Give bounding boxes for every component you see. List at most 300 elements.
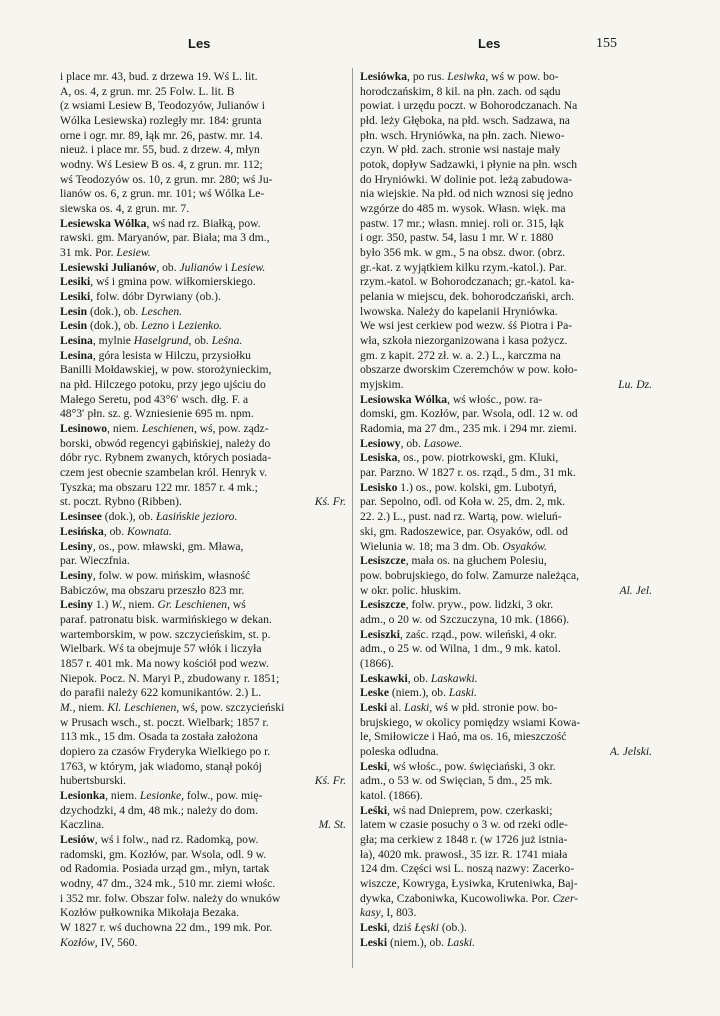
italic-text: W. — [111, 598, 123, 612]
entry-text: 1.) — [92, 598, 112, 612]
text-line — [360, 85, 652, 100]
entry-text: i — [222, 260, 232, 274]
text-line — [60, 569, 346, 584]
text-line — [360, 848, 652, 863]
italic-text: Leschen. — [141, 304, 183, 318]
entry-headword: Lesiki — [60, 290, 91, 304]
entry-text: dopiero za czasów Fryderyka Wielkiego po r. — [60, 744, 271, 758]
text-line — [60, 657, 346, 672]
entry-text: dóbr ryc. Rybnem zwanych, których posiada- — [60, 451, 272, 465]
entry-text: W 1827 r. wś duchowna 22 dm., 199 mk. Por. — [60, 920, 273, 934]
entry-text: i place mr. 43, bud. z drzewa 19. Wś L. lit. — [60, 70, 258, 83]
entry-text: 1.) os., pow. kolski, gm. Lubotyń, — [397, 480, 557, 494]
text-line — [360, 378, 652, 393]
text-line — [360, 158, 652, 173]
entry-text: obszarze dworskim Czeremchów w pow. koło- — [360, 363, 578, 377]
text-line — [60, 642, 346, 657]
entry-text: , niem. — [72, 700, 108, 714]
text-line — [60, 246, 346, 261]
text-line — [60, 701, 346, 716]
entry-text: , os., pow. piotrkowski, gm. Kluki, — [397, 451, 559, 465]
text-line — [60, 745, 346, 760]
entry-text: gm. z kapit. 272 zł. w. a. 2.) L., karczma na — [360, 348, 561, 362]
entry-headword: Lesina — [60, 348, 93, 362]
right-column — [360, 70, 652, 950]
text-line — [360, 613, 652, 628]
text-line — [60, 187, 346, 202]
text-line — [60, 892, 346, 907]
entry-text: Wielunia w. 18; ma 3 dm. Ob. — [360, 539, 503, 553]
entry-text: , dziś — [387, 920, 415, 934]
text-line — [60, 540, 346, 555]
entry-text: w Prusach wsch., st. poczt. Wielbark; 1857 r. — [60, 715, 269, 729]
entry-text: , niem. — [105, 788, 140, 802]
entry-text: , po rus. — [407, 70, 448, 83]
italic-text: Gr. Leschienen — [157, 598, 228, 612]
entry-headword: Lesiny — [60, 598, 93, 612]
entry-text-group — [60, 774, 126, 789]
text-line — [60, 158, 346, 173]
entry-text: i ogr. 350, pastw. 54, lasu 1 mr. W r. 1880 — [360, 231, 554, 245]
text-line — [360, 936, 652, 951]
entry-text: Niepok. Pocz. N. Maryi P., zbudowany r. 1851; — [60, 671, 280, 685]
text-line — [360, 466, 652, 481]
entry-text: pelania w miejscu, dek. bohorodczański, arch. — [360, 290, 575, 304]
entry-text: , niem. — [107, 422, 142, 436]
entry-text-group — [60, 495, 182, 510]
text-line — [360, 363, 652, 378]
text-line — [60, 290, 346, 305]
entry-text: latem w czasie posuchy o 3 w. od rzeki odle- — [360, 818, 568, 832]
text-line — [360, 495, 652, 510]
entry-text: , folw. dóbr Dyrwiany (ob.). — [90, 290, 221, 304]
text-line — [60, 217, 346, 232]
entry-text: dzychodzki, 4 dm, 48 mk.; należy do dom. — [60, 803, 259, 817]
entry-text: czyn. W płd. zach. stronie wsi nastaje mały — [360, 143, 561, 157]
entry-headword: Leski — [360, 759, 388, 773]
entry-text: w okr. polic. hłuskim. — [360, 583, 462, 597]
text-line — [360, 437, 652, 452]
entry-headword: Leski — [360, 920, 388, 934]
entry-headword: Lesiowy — [360, 436, 401, 450]
text-line — [360, 261, 652, 276]
text-line — [360, 349, 652, 364]
entry-text: lwowska. Należy do kapelanii Hryniówka. — [360, 304, 558, 318]
text-line — [60, 716, 346, 731]
text-line — [360, 862, 652, 877]
entry-text: , zaśc. rząd., pow. wileński, 4 okr. — [399, 627, 557, 641]
text-line — [360, 701, 652, 716]
italic-text: Lezienko. — [177, 319, 223, 333]
entry-text: Kaczlina. — [60, 818, 105, 832]
entry-text: 1857 r. 401 mk. Ma nowy kościół pod wezw. — [60, 656, 269, 670]
entry-text: siewska os. 4, z grun. mr. 7. — [60, 202, 190, 216]
text-line — [60, 275, 346, 290]
entry-text: rzym.-katol. w Bohorodczanach; gr.-katol. ka- — [360, 275, 575, 289]
entry-text: czem jest obecnie szambelan król. Henryk v. — [60, 466, 268, 480]
entry-text: powiat. i urzędu poczt. w Bohorodczanach. Na — [360, 99, 578, 113]
text-line — [60, 804, 346, 819]
text-line — [60, 99, 346, 114]
text-line — [60, 730, 346, 745]
entry-text-group — [360, 584, 461, 599]
entry-text: wś Teodozyów os. 10, z grun. mr. 280; wś Ju- — [60, 172, 273, 186]
entry-text: radomski, gm. Kozłów, par. Wsola, odl. 9 w. — [60, 847, 267, 861]
italic-text: Laski. — [448, 686, 477, 700]
text-line — [360, 554, 652, 569]
text-line — [360, 217, 652, 232]
entry-text: , mylnie — [92, 334, 134, 348]
entry-text: Banilli Mołdawskiej, w pow. storożynieckim, — [60, 363, 272, 377]
entry-headword: Leśki — [360, 803, 388, 817]
entry-text: hubertsburski. — [60, 774, 127, 788]
entry-text: na płd. Hilczego potoku, przy jego ujściu do — [60, 378, 266, 392]
entry-text: paraf. patronatu bisk. warmińskiego w dekan. — [60, 612, 272, 626]
entry-text: i 352 mr. folw. Obszar folw. należy do wnuków — [60, 891, 281, 905]
italic-text: kasy — [360, 906, 381, 920]
entry-text: Wielbark. Wś ta obejmuje 57 włók i liczyła — [60, 642, 262, 656]
entry-text: wartemborskim, w pow. szczycieńskim, st. p. — [60, 627, 271, 641]
entry-text: par. Wieczfnia. — [60, 554, 130, 568]
text-line — [360, 129, 652, 144]
entry-text: horodczańskim, 8 kil. na płn. zach. od sądu — [360, 84, 561, 98]
text-line — [360, 173, 652, 188]
text-line — [60, 231, 346, 246]
entry-headword: Leski — [360, 935, 388, 949]
entry-text: adm., o 25 w. od Wilna, 1 dm., 9 mk. katol. — [360, 642, 561, 656]
entry-text: , wś włośc., pow. ra- — [447, 392, 543, 406]
entry-text: , wś — [227, 598, 246, 612]
text-line — [60, 261, 346, 276]
entry-text: , wś nad rz. Białką, pow. — [146, 216, 261, 230]
text-line — [360, 422, 652, 437]
entry-text: wiszcze, Kowryga, Łysiwka, Kruteniwka, Baj- — [360, 876, 578, 890]
italic-text: Laski. — [446, 935, 475, 949]
text-line — [60, 319, 346, 334]
text-line — [60, 833, 346, 848]
entry-text: , ob. — [188, 334, 212, 348]
entry-headword: Lesiki — [60, 275, 91, 289]
text-line — [360, 319, 652, 334]
page-header — [0, 36, 720, 56]
text-line — [360, 114, 652, 129]
entry-text: rawski. gm. Maryanów, par. Biała; ma 3 dm., — [60, 231, 270, 245]
entry-text: , I, 803. — [380, 906, 417, 920]
author-signature: Kś. Fr. — [314, 495, 346, 509]
entry-text: (niem.), ob. — [388, 686, 449, 700]
entry-headword: Lesinsee — [60, 510, 102, 524]
text-line — [60, 173, 346, 188]
entry-headword: Lesiowska Wólka — [360, 392, 448, 406]
entry-text: We wsi jest cerkiew pod wezw. śś Piotra i Pa- — [360, 319, 573, 333]
entry-text: , góra lesista w Hilczu, przysiołku — [92, 348, 251, 362]
text-line — [60, 774, 346, 789]
text-line — [60, 525, 346, 540]
entry-text: 48°3′ płn. sz. g. Wzniesienie 695 m. npm. — [60, 407, 254, 421]
text-line — [360, 451, 652, 466]
text-line — [60, 481, 346, 496]
entry-text: nieuż. i place mr. 55, bud. z drzew. 4, młyn — [60, 143, 260, 157]
author-signature: M. St. — [318, 818, 346, 832]
entry-headword: Lesiewski Julianów — [60, 260, 157, 274]
text-line — [60, 334, 346, 349]
text-line — [60, 407, 346, 422]
text-line — [60, 554, 346, 569]
entry-text: 113 mk., 15 dm. Osada ta została założona — [60, 730, 258, 744]
entry-text: , wś w pow. bo- — [485, 70, 559, 83]
text-line — [60, 393, 346, 408]
text-line — [60, 760, 346, 775]
entry-text: ła), 4020 mk. prawosł., 35 izr. R. 1741 miała — [360, 847, 568, 861]
left-column — [60, 70, 346, 950]
text-line — [60, 862, 346, 877]
entry-text: , ob. — [103, 524, 128, 538]
text-line — [360, 231, 652, 246]
entry-text: do Hryniówki. W dolinie pot. leżą zabudowa- — [360, 172, 573, 186]
entry-text: le, Smiłowicze i Haó, ma os. 16, mieszczość — [360, 730, 567, 744]
text-line — [60, 598, 346, 613]
entry-headword: Lesiska — [360, 451, 398, 465]
italic-text: Lesiew. — [116, 246, 151, 260]
entry-text: par. Parzno. W 1827 r. os. rząd., 5 dm., 31 mk. — [360, 466, 576, 480]
text-line — [60, 437, 346, 452]
text-line — [360, 202, 652, 217]
text-line — [360, 510, 652, 525]
entry-text: pastw. 17 mr.; własn. mniej. roli or. 315, łąk — [360, 216, 565, 230]
entry-headword: Lesisko — [360, 480, 398, 494]
text-line — [360, 745, 652, 760]
entry-text: i — [168, 319, 178, 333]
entry-text: lianów os. 6, z grun. mr. 101; wś Wólka Le- — [60, 187, 265, 201]
text-line — [360, 642, 652, 657]
italic-text: Lasowe. — [423, 436, 463, 450]
text-line — [360, 730, 652, 745]
entry-text: wzgórze do 485 m. wysok. Własn. więk. ma — [360, 202, 566, 216]
entry-headword: Lesiówka — [360, 70, 408, 83]
italic-text: Lesiew. — [231, 260, 266, 274]
text-line — [60, 584, 346, 599]
italic-text: Leschienen — [141, 422, 194, 436]
text-line — [60, 363, 346, 378]
text-line — [360, 789, 652, 804]
italic-text: M. — [60, 700, 73, 714]
entry-text: , wś, pow. ządz- — [193, 422, 269, 436]
entry-text: , ob. — [400, 436, 424, 450]
entry-text: Wólka Lesiewska) rozległy mr. 184: grunta — [60, 114, 262, 128]
text-line — [360, 892, 652, 907]
entry-headword: Lesiewska Wólka — [60, 216, 147, 230]
entry-text: domski, gm. Kozłów, par. Wsola, odl. 12 w. od — [360, 407, 578, 421]
entry-text: brujskiego, w okolicy pomiędzy wsiami Kowa- — [360, 715, 581, 729]
entry-text: , folw. pryw., pow. lidzki, 3 okr. — [405, 598, 554, 612]
italic-text: Laskawki. — [430, 671, 478, 685]
entry-text: pow. bobrujskiego, do folw. Zamurze należąca, — [360, 568, 580, 582]
entry-text: st. poczt. Rybno (Ribben). — [60, 495, 182, 509]
entry-text-group — [60, 818, 104, 833]
text-line — [360, 407, 652, 422]
entry-text: (1866). — [360, 656, 394, 670]
entry-text: wodny. Wś Lesiew B os. 4, z grun. mr. 112; — [60, 158, 263, 172]
text-line — [60, 70, 346, 85]
entry-text: , wś, pow. szczycieński — [176, 700, 285, 714]
text-line — [360, 906, 652, 921]
entry-text: było 356 mk. w gm., 5 na obsz. dwor. (obrz. — [360, 246, 566, 260]
entry-text: dywka, Czaboniwka, Kucowoliwka. Por. — [360, 891, 553, 905]
entry-headword: Lesiszcze — [360, 554, 406, 568]
author-signature: Kś. Fr. — [314, 774, 346, 788]
entry-text: A, os. 4, z grun. mr. 25 Folw. L. lit. B — [60, 84, 235, 98]
text-line — [360, 70, 652, 85]
entry-text: wodny, 47 dm., 324 mk., 510 mr. ziemi włośc. — [60, 876, 276, 890]
text-line — [60, 85, 346, 100]
text-line — [60, 378, 346, 393]
text-line — [60, 495, 346, 510]
text-line — [360, 143, 652, 158]
entry-headword: Lesin — [60, 319, 88, 333]
column-divider — [352, 68, 353, 968]
italic-text: Czer- — [552, 891, 579, 905]
text-line — [60, 129, 346, 144]
text-line — [360, 804, 652, 819]
text-line — [60, 877, 346, 892]
text-line — [60, 628, 346, 643]
entry-text: płd. leży Głęboka, na płd. wsch. Sadzawa, na — [360, 114, 570, 128]
text-line — [360, 393, 652, 408]
text-line — [360, 877, 652, 892]
entry-headword: Leske — [360, 686, 389, 700]
entry-text: Babiczów, ma obszaru przeszło 823 mr. — [60, 583, 245, 597]
entry-text: Tyszka; ma obszaru 122 mr. 1857 r. 4 mk.; — [60, 480, 258, 494]
entry-headword: Lesińska — [60, 524, 104, 538]
entry-text-group — [360, 745, 439, 760]
entry-text: ski, gm. Radoszewice, par. Osyaków, odl. od — [360, 524, 568, 538]
entry-text: katol. (1866). — [360, 788, 423, 802]
entry-headword: Lesin — [60, 304, 88, 318]
entry-headword: Leski — [360, 700, 388, 714]
text-line — [360, 334, 652, 349]
entry-text: Radomia, ma 27 dm., 235 mk. i 294 mr. ziemi. — [360, 422, 577, 436]
text-line — [60, 686, 346, 701]
text-line — [360, 305, 652, 320]
entry-text: 1763, w którym, jak wiadomo, stanął pokój — [60, 759, 262, 773]
entry-text: wła, szkoła niezorganizowana i kasa pożycz. — [360, 334, 568, 348]
text-line — [60, 202, 346, 217]
text-line — [60, 613, 346, 628]
text-line — [60, 510, 346, 525]
entry-text: orne i ogr. mr. 89, łąk mr. 26, pastw. mr. 14. — [60, 128, 263, 142]
entry-text: płn. wsch. Hryniówka, na płn. zach. Niewo- — [360, 128, 565, 142]
entry-text: , folw., pow. mię- — [181, 788, 263, 802]
entry-text: , niem. — [122, 598, 158, 612]
entry-text: 22. 2.) L., pust. nad rz. Wartą, pow. wieluń- — [360, 510, 562, 524]
entry-text: , ob. — [156, 260, 180, 274]
text-line — [60, 466, 346, 481]
text-line — [60, 906, 346, 921]
running-head-right: Les — [478, 36, 501, 51]
entry-text: (z wsiami Lesiew B, Teodozyów, Julianów i — [60, 99, 265, 113]
entry-text: (ob.). — [438, 920, 467, 934]
entry-headword: Lesinowo — [60, 422, 108, 436]
text-line — [60, 921, 346, 936]
entry-text: 124 dm. Części wsi L. noszą nazwy: Zacerko- — [360, 862, 575, 876]
text-line — [60, 936, 346, 951]
text-line — [60, 848, 346, 863]
text-line — [360, 481, 652, 496]
entry-text: (dok.), ob. — [87, 304, 142, 318]
entry-text: , wś i gmina pow. wiłkomierskiego. — [90, 275, 256, 289]
text-line — [60, 672, 346, 687]
entry-text: al. — [387, 700, 405, 714]
entry-text: , os., pow. mławski, gm. Mława, — [92, 539, 244, 553]
italic-text: Osyaków. — [502, 539, 547, 553]
italic-text: Kownata. — [127, 524, 172, 538]
entry-text: od Radomia. Posiada urząd gm., młyn, tartak — [60, 862, 270, 876]
entry-headword: Lesiny — [60, 539, 93, 553]
entry-text: gła; ma cerkiew z 1848 r. (w 1726 już istnia- — [360, 832, 568, 846]
entry-text: potok, dopływ Sadzawki, i płynie na płn. wsch — [360, 158, 578, 172]
running-head-left: Les — [188, 36, 211, 51]
entry-headword: Lesiszcze — [360, 598, 406, 612]
text-line — [360, 628, 652, 643]
text-line — [360, 774, 652, 789]
text-line — [360, 584, 652, 599]
text-line — [60, 349, 346, 364]
text-line — [360, 833, 652, 848]
entry-text: 31 mk. Por. — [60, 246, 117, 260]
text-line — [360, 760, 652, 775]
text-line — [360, 99, 652, 114]
text-line — [60, 789, 346, 804]
entry-text: (niem.), ob. — [387, 935, 447, 949]
text-line — [360, 569, 652, 584]
entry-text: , folw. w pow. mińskim, własność — [92, 568, 251, 582]
entry-text: , ob. — [407, 671, 431, 685]
entry-text: (dok.), ob. — [87, 319, 142, 333]
text-line — [360, 525, 652, 540]
entry-headword: Lesiów — [60, 832, 95, 846]
entry-text: poleska odludna. — [360, 744, 439, 758]
italic-text: Kl. Leschienen — [107, 700, 177, 714]
text-line — [360, 187, 652, 202]
entry-text: myjskim. — [360, 378, 404, 392]
text-line — [60, 422, 346, 437]
entry-text: gr.-kat. z wyjątkiem kilku rzym.-katol.). Par. — [360, 260, 567, 274]
italic-text: Łasińskie jezioro. — [155, 510, 238, 524]
entry-text: adm., o 20 w. od Szczuczyna, 10 mk. (1866). — [360, 612, 570, 626]
text-line — [360, 716, 652, 731]
entry-text: do parafii należy 622 komunikantów. 2.) L. — [60, 686, 262, 700]
text-line — [360, 540, 652, 555]
text-line — [360, 657, 652, 672]
italic-text: Lesiwka — [447, 70, 486, 83]
text-line — [360, 275, 652, 290]
entry-headword: Lesiny — [60, 568, 93, 582]
entry-headword: Lesiszki — [360, 627, 400, 641]
entry-text: , wś nad Dnieprem, pow. czerkaski; — [387, 803, 553, 817]
text-line — [360, 818, 652, 833]
page-number: 155 — [596, 36, 617, 51]
entry-text: , wś w płd. stronie pow. bo- — [429, 700, 558, 714]
italic-text: Haselgrund — [133, 334, 189, 348]
text-line — [60, 114, 346, 129]
italic-text: Laski — [404, 700, 430, 714]
entry-text: , wś i folw., nad rz. Radomką, pow. — [94, 832, 259, 846]
entry-text: , mała os. na głuchem Polesiu, — [405, 554, 547, 568]
text-line — [60, 451, 346, 466]
entry-text: par. Sepolno, odl. od Koła w. 25, dm. 2, mk. — [360, 495, 566, 509]
entry-headword: Leskawki — [360, 671, 408, 685]
text-line — [360, 598, 652, 613]
